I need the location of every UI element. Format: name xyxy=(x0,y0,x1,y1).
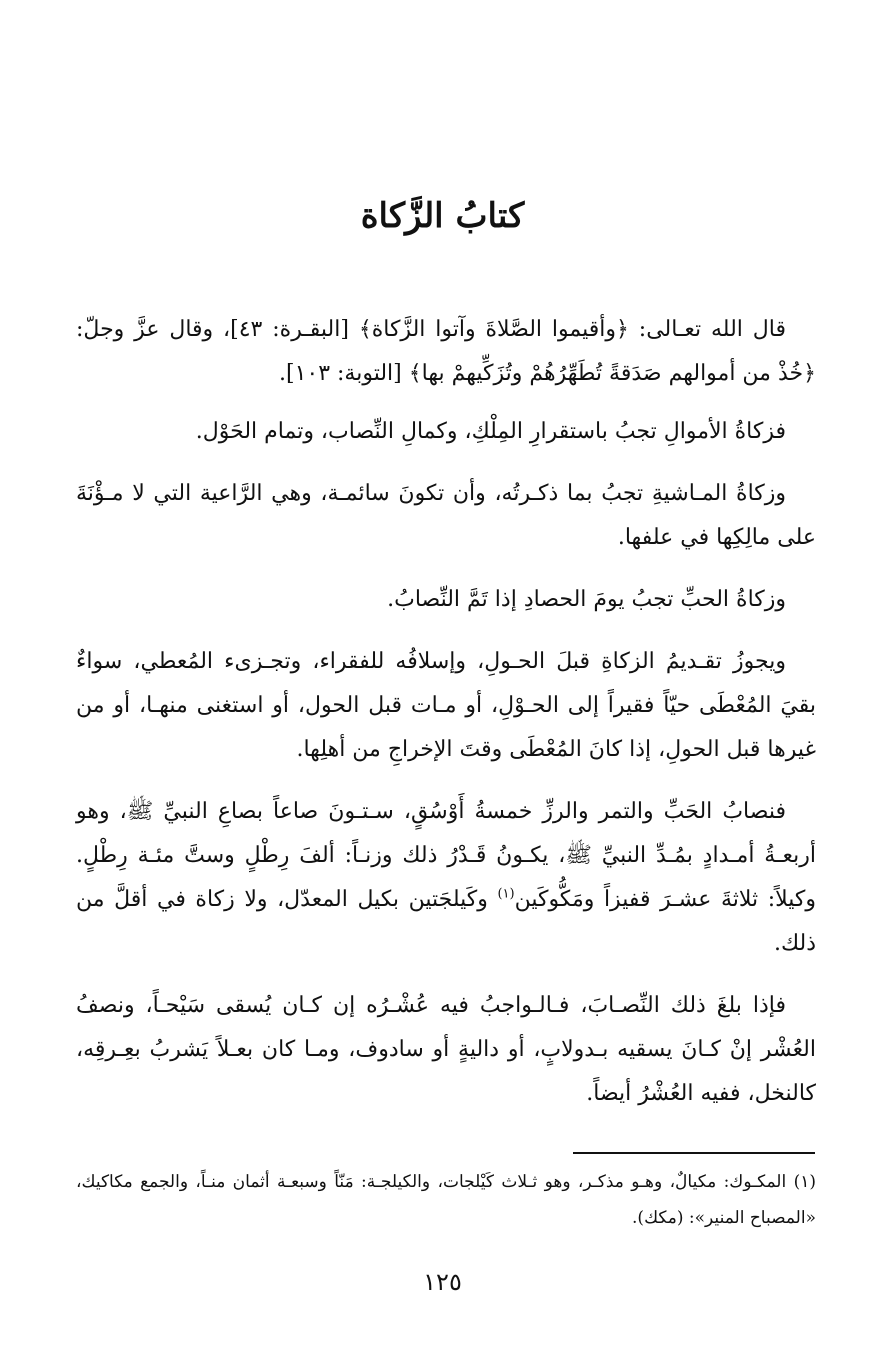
footnote-separator xyxy=(573,1152,815,1154)
paragraph-grain-zakat: وزكاةُ الحبِّ تجبُ يومَ الحصادِ إذا تَمَّ النِّصابُ. xyxy=(387,587,786,612)
nisab-text-before-footnote: فنصابُ الحَبِّ والتمر والرزِّ خمسةُ أَوْسُقٍ، سـتـونَ صاعاً بصاعِ النبيِّ ﷺ، وهو أربعـةُ أمـدادٍ بمُـدِّ النبيِّ ﷺ، يكـونُ قَـدْرُ ذلك وزنـاً: ألفَ رِطْلٍ وستَّ مئـة رِطْلٍ. وكيلاً: ثلاثةَ عشـرَ قفيزاً ومَكُّوكَين xyxy=(76,799,817,912)
footnote-marker[interactable]: (١) xyxy=(497,886,515,902)
paragraph-advance-payment: ويجوزُ تقـديمُ الزكاةِ قبلَ الحـولِ، وإسلافُه للفقراء، وتجـزىء المُعطي، سواءٌ بقيَ المُعْطَى حيّاً فقيراً إلى الحـوْلِ، أو مـات قبل الحول، أو استغنى منهـا، أو من غيرها قبل الحولِ، إذا كانَ المُعْطَى وقتَ الإخراجِ من أهلِها. xyxy=(76,649,816,762)
paragraph-livestock-zakat: وزكاةُ المـاشيةِ تجبُ بما ذكـرتُه، وأن تكونَ سائمـة، وهي الرَّاعية التي لا مـؤْنَةَ على مالِكِها في علفها. xyxy=(76,481,816,550)
paragraph-quran-verses: قال الله تعـالى: ﴿وأقيموا الصَّلاةَ وآتوا الزَّكاة﴾ [البقـرة: ٤٣]، وقال عزَّ وجلّ: ﴿خُذْ من أموالهم صَدَقةً تُطَهِّرُهُمْ وتُزَكِّيهمْ بها﴾ [التوبة: ١٠٣]. xyxy=(76,317,816,386)
chapter-title: كتابُ الزَّكاة xyxy=(360,196,525,236)
paragraph-ushr: فإذا بلغَ ذلك النِّصـابَ، فـالـواجبُ فيه عُشْـرُه إن كـان يُسقى سَيْحـاً، ونصفُ العُشْر إنْ كـانَ يسقيه بـدولابٍ، أو داليةٍ أو سادوف، ومـا كان بعـلاً يَشربُ بعِـرقِه، كالنخل، ففيه العُشْرُ أيضاً. xyxy=(76,993,816,1106)
main-text xyxy=(76,308,816,1134)
paragraph-nisab xyxy=(76,790,816,966)
page-number: ١٢٥ xyxy=(423,1268,462,1296)
footnote: (١) المكـوك: مكيالٌ، وهـو مذكـر، وهو ثـلاث كَيْلجات، والكيلجـة: مَنّاً وسبعـة أثمان منـاً، والجمع مكاكيك، «المصباح المنير»: (مكك). xyxy=(76,1172,816,1228)
paragraph-wealth-zakat: فزكاةُ الأموالِ تجبُ باستقرارِ المِلْكِ، وكمالِ النِّصاب، وتمام الحَوْل. xyxy=(195,419,786,444)
nisab-text-after-footnote: وكَيلجَتين بكيل المعدّل، ولا زكاة في أقلَّ من ذلك. xyxy=(76,887,816,956)
